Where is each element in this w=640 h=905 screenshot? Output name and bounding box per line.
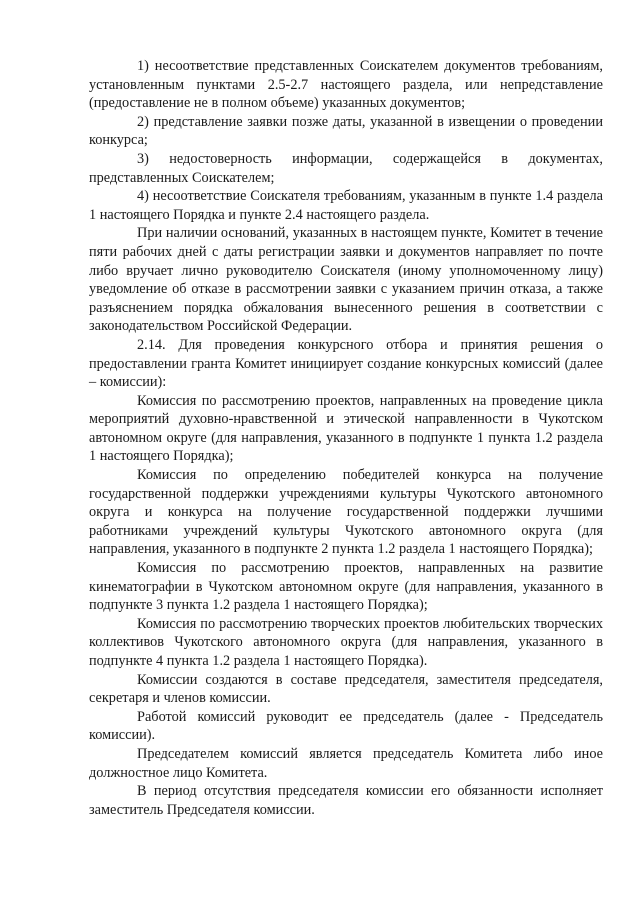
paragraph-reason-1: 1) несоответствие представленных Соискателем документов требованиям, установленным пунктами 2.5-2.7 настоящего раздела, или непредставление (предоставление не в полном объеме) указанных документов; <box>89 58 603 112</box>
paragraph-deputy-duties: В период отсутствия председателя комиссии его обязанности исполняет заместитель Председателя комиссии. <box>89 783 603 818</box>
paragraph-2-14-commissions: 2.14. Для проведения конкурсного отбора и принятия решения о предоставлении гранта Комитет инициирует создание конкурсных комиссий (далее – комиссии): <box>89 336 603 391</box>
paragraph-commission-spiritual: Комиссия по рассмотрению проектов, направленных на проведение цикла мероприятий духовно-нравственной и этической направленности в Чукотском автономном округе (для направления, указанного в подпункте 1 пункта 1.2 раздела 1 настоящего Порядка); <box>89 392 603 465</box>
paragraph-refusal-notice: При наличии оснований, указанных в настоящем пункте, Комитет в течение пяти рабочих дней с даты регистрации заявки и документов направляет по почте либо вручает лично руководителю Соискателя (иному уполномоченному лицу) уведомление об отказе в рассмотрении заявки с указанием причин отказа, а также разъяснением порядка обжалования вынесенного решения в соответствии с законодательством Российской Федерации. <box>89 225 603 335</box>
paragraph-commission-culture-support: Комиссия по определению победителей конкурса на получение государственной поддержки учреждениями культуры Чукотского автономного округа и конкурса на получение государственной поддержки лучшими работниками учреждений культуры Чукотского автономного округа (для направления, указанного в подпункте 2 пункта 1.2 раздела 1 настоящего Порядка); <box>89 467 603 558</box>
paragraph-chair-appointment: Председателем комиссий является председатель Комитета либо иное должностное лицо Комитета. <box>89 745 603 781</box>
paragraph-commission-composition: Комиссии создаются в составе председателя, заместителя председателя, секретаря и членов комиссии. <box>89 671 603 707</box>
paragraph-commission-cinematography: Комиссия по рассмотрению проектов, направленных на развитие кинематографии в Чукотском автономном округе (для направления, указанного в подпункте 3 пункта 1.2 раздела 1 настоящего Порядка); <box>89 560 603 614</box>
paragraph-reason-2: 2) представление заявки позже даты, указанной в извещении о проведении конкурса; <box>89 113 603 149</box>
document-page <box>89 57 603 819</box>
paragraph-reason-4: 4) несоответствие Соискателя требованиям, указанным в пункте 1.4 раздела 1 настоящего Порядка и пункте 2.4 настоящего раздела. <box>89 188 603 223</box>
paragraph-commission-amateur-creative: Комиссия по рассмотрению творческих проектов любительских творческих коллективов Чукотского автономного округа (для направления, указанного в подпункте 4 пункта 1.2 раздела 1 настоящего Порядка). <box>89 615 603 669</box>
paragraph-reason-3: 3) недостоверность информации, содержащейся в документах, представленных Соискателем; <box>89 150 603 186</box>
paragraph-commission-chair: Работой комиссий руководит ее председатель (далее - Председатель комиссии). <box>89 708 603 744</box>
